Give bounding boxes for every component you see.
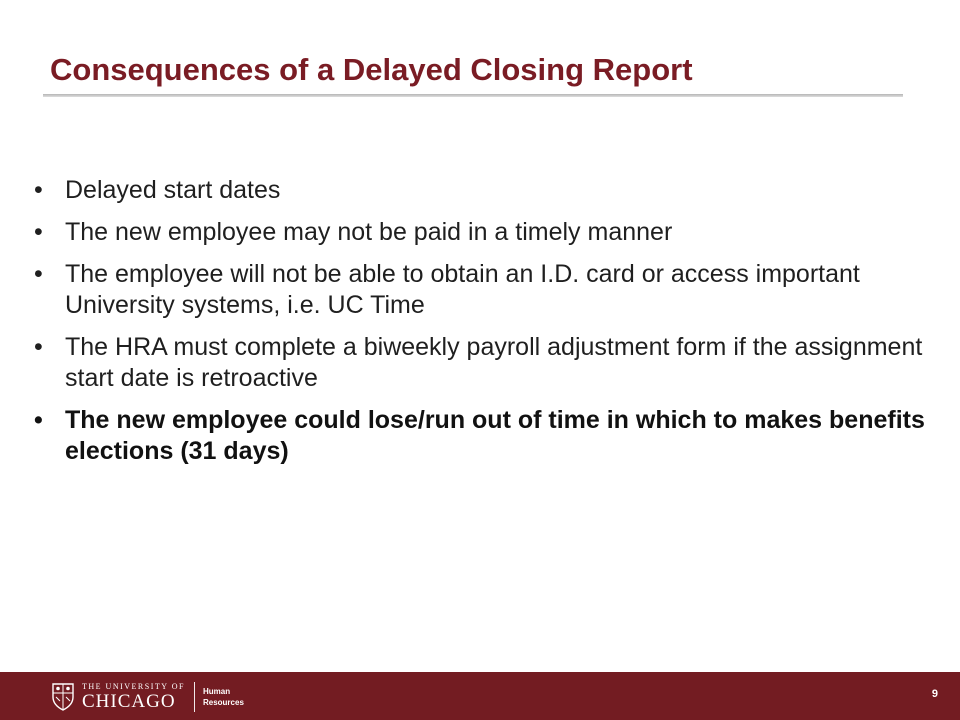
bullet-dot: • (34, 406, 43, 434)
bullet-text: The employee will not be able to obtain an I.D. card or access important University systems, i.e. UC Time (65, 260, 860, 319)
university-logo (52, 680, 244, 714)
slide-title: Consequences of a Delayed Closing Report (50, 52, 693, 87)
page-number: 9 (931, 688, 938, 700)
bullet-text: The new employee could lose/run out of time in which to makes benefits elections (31 days) (65, 406, 925, 465)
bullet-text: Delayed start dates (65, 176, 281, 204)
bullet-item (34, 332, 934, 394)
footer-bar (0, 672, 960, 720)
logo-divider (194, 682, 195, 712)
bullet-item (34, 175, 934, 206)
university-shield-icon (52, 683, 74, 711)
department-name (203, 686, 244, 708)
bullet-dot: • (34, 218, 43, 246)
wordmark-top: THE UNIVERSITY OF (82, 682, 185, 691)
bullet-dot: • (34, 260, 43, 288)
department-line-1: Human (202, 687, 231, 696)
bullet-text: The new employee may not be paid in a timely manner (65, 218, 673, 246)
university-wordmark (82, 682, 185, 712)
bullet-dot: • (34, 176, 43, 204)
department-line-2: Resources (202, 698, 244, 707)
bullet-dot: • (34, 333, 43, 361)
title-divider (43, 94, 903, 97)
bullet-item (34, 259, 934, 321)
bullet-list (34, 175, 934, 478)
bullet-text: The HRA must complete a biweekly payroll adjustment form if the assignment start date is retroactive (65, 333, 923, 392)
bullet-item-emphasized (34, 405, 934, 467)
wordmark-main: CHICAGO (82, 691, 176, 712)
bullet-item (34, 217, 934, 248)
